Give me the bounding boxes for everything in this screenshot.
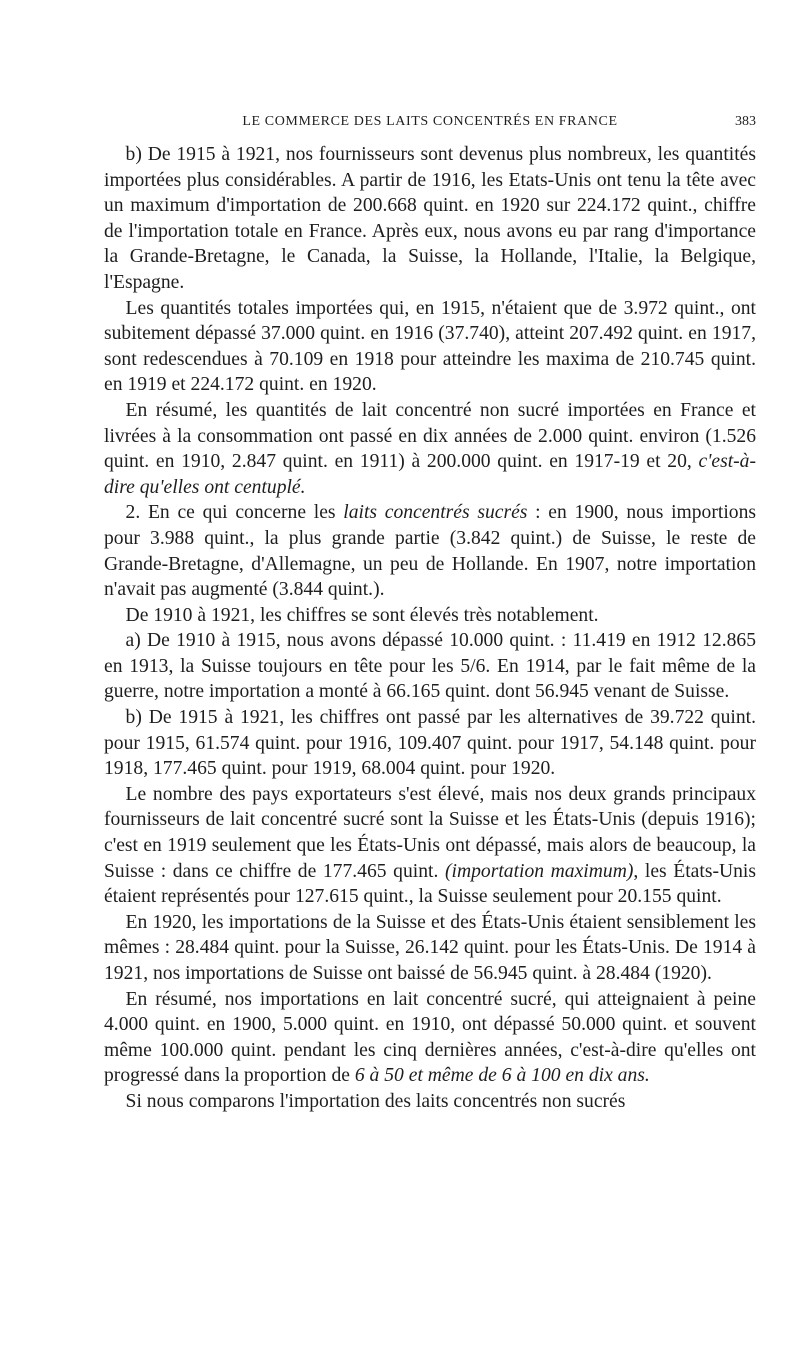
page [104,114,756,1115]
paragraph-italic-tail: c'est-à-dire qu'elles ont centuplé. [104,451,756,498]
running-header [104,114,756,138]
paragraph-text: a) De 1910 à 1915, nous avons dépassé 10.000 quint. : 11.419 en 1912 12.865 en 1913, la Suisse toujours en tête pour les 5/6. En 1914, par le fait même de la guerre, notre importation a monté à 66.165 quint. dont 56.945 venant de Suisse. [104,630,756,703]
paragraph-text: b) De 1915 à 1921, nos fournisseurs sont devenus plus nombreux, les quantités importées plus considérables. A partir de 1916, les Etats-Unis ont tenu la tête avec un maximum d'importation de 200.668 quint. en 1920 sur 224.172 quint., chiffre de l'importation totale en France. Après eux, nous avons eu par rang d'importance la Grande-Bretagne, le Canada, la Suisse, la Hollande, l'Italie, la Belgique, l'Espagne. [104,144,756,293]
paragraph-pays-exportateurs [104,782,756,910]
paragraph-text: En 1920, les importations de la Suisse et des États-Unis étaient sensiblement les mêmes : 28.484 quint. pour la Suisse, 26.142 quint. pour les États-Unis. De 1914 à 1921, nos importations de Suisse ont baissé de 56.945 quint. à 28.484 (1920). [104,911,756,984]
paragraph-text: De 1910 à 1921, les chiffres se sont élevés très notablement. [125,604,599,626]
paragraph-lead-italic: laits concentrés sucrés [343,502,528,524]
paragraph-italic-tail: 6 à 50 et même de 6 à 100 en dix ans. [354,1065,650,1087]
paragraph-text: Le nombre des pays exportateurs s'est élevé, mais nos deux grands principaux fournisseurs de lait concentré sucré sont la Suisse et les États-Unis (depuis 1916); c'est en 1919 seulement que les États-Unis ont dépassé, mais alors de beaucoup, la Suisse : dans ce chiffre de 177.465 quint. [104,783,756,882]
paragraph-italic-mid: (importation maximum) [444,860,634,882]
paragraph-text: : en 1900, nous importions pour 3.988 quint., la plus grande partie (3.842 quint.) de Suisse, le reste de Grande-Bretagne, d'Allemagne, un peu de Hollande. En 1907, notre importation n'avait pas augmenté (3.844 quint.). [104,502,756,601]
paragraph-a-1910-1915 [104,628,756,705]
paragraph-b-1915-1921-nonsucre [104,142,756,296]
page-number: 383 [735,114,756,129]
paragraph-laits-sucres [104,500,756,602]
paragraph-quantites-totales [104,296,756,398]
paragraph-b-1915-1921-sucre [104,705,756,782]
paragraph-tail: , les États-Unis étaient représentés pour 127.615 quint., la Suisse seulement pour 20.155 quint. [104,860,756,908]
paragraph-resume-nonsucre [104,398,756,500]
paragraph-text: Si nous comparons l'importation des laits concentrés non sucrés [125,1090,626,1112]
paragraph-lead: 2. En ce qui concerne les [125,502,336,524]
paragraph-resume-sucre [104,987,756,1089]
paragraph-text: En résumé, les quantités de lait concentré non sucré importées en France et livrées à la consommation ont passé en dix années de 2.000 quint. environ (1.526 quint. en 1910, 2.847 quint. en 1911) à 200.000 quint. en 1917-19 et 20, [104,399,756,473]
paragraph-1920 [104,910,756,987]
running-title: LE COMMERCE DES LAITS CONCENTRÉS EN FRANCE [242,114,618,129]
paragraph-text: En résumé, nos importations en lait concentré sucré, qui atteignaient à peine 4.000 quint. en 1900, 5.000 quint. en 1910, ont dépassé 50.000 quint. et souvent même 100.000 quint. pendant les cinq dernières années, c'est-à-dire qu'elles ont progressé dans la proportion de [104,988,756,1087]
paragraph-comparaison [104,1089,756,1115]
paragraph-text: b) De 1915 à 1921, les chiffres ont passé par les alternatives de 39.722 quint. pour 1915, 61.574 quint. pour 1916, 109.407 quint. pour 1917, 54.148 quint. pour 1918, 177.465 quint. pour 1919, 68.004 quint. pour 1920. [104,707,756,780]
paragraph-text: Les quantités totales importées qui, en 1915, n'étaient que de 3.972 quint., ont subitement dépassé 37.000 quint. en 1916 (37.740), atteint 207.492 quint. en 1917, sont redescendues à 70.109 en 1918 pour atteindre les maxima de 210.745 quint. en 1919 et 224.172 quint. en 1920. [104,297,756,396]
paragraph-1910-1921 [104,603,756,629]
